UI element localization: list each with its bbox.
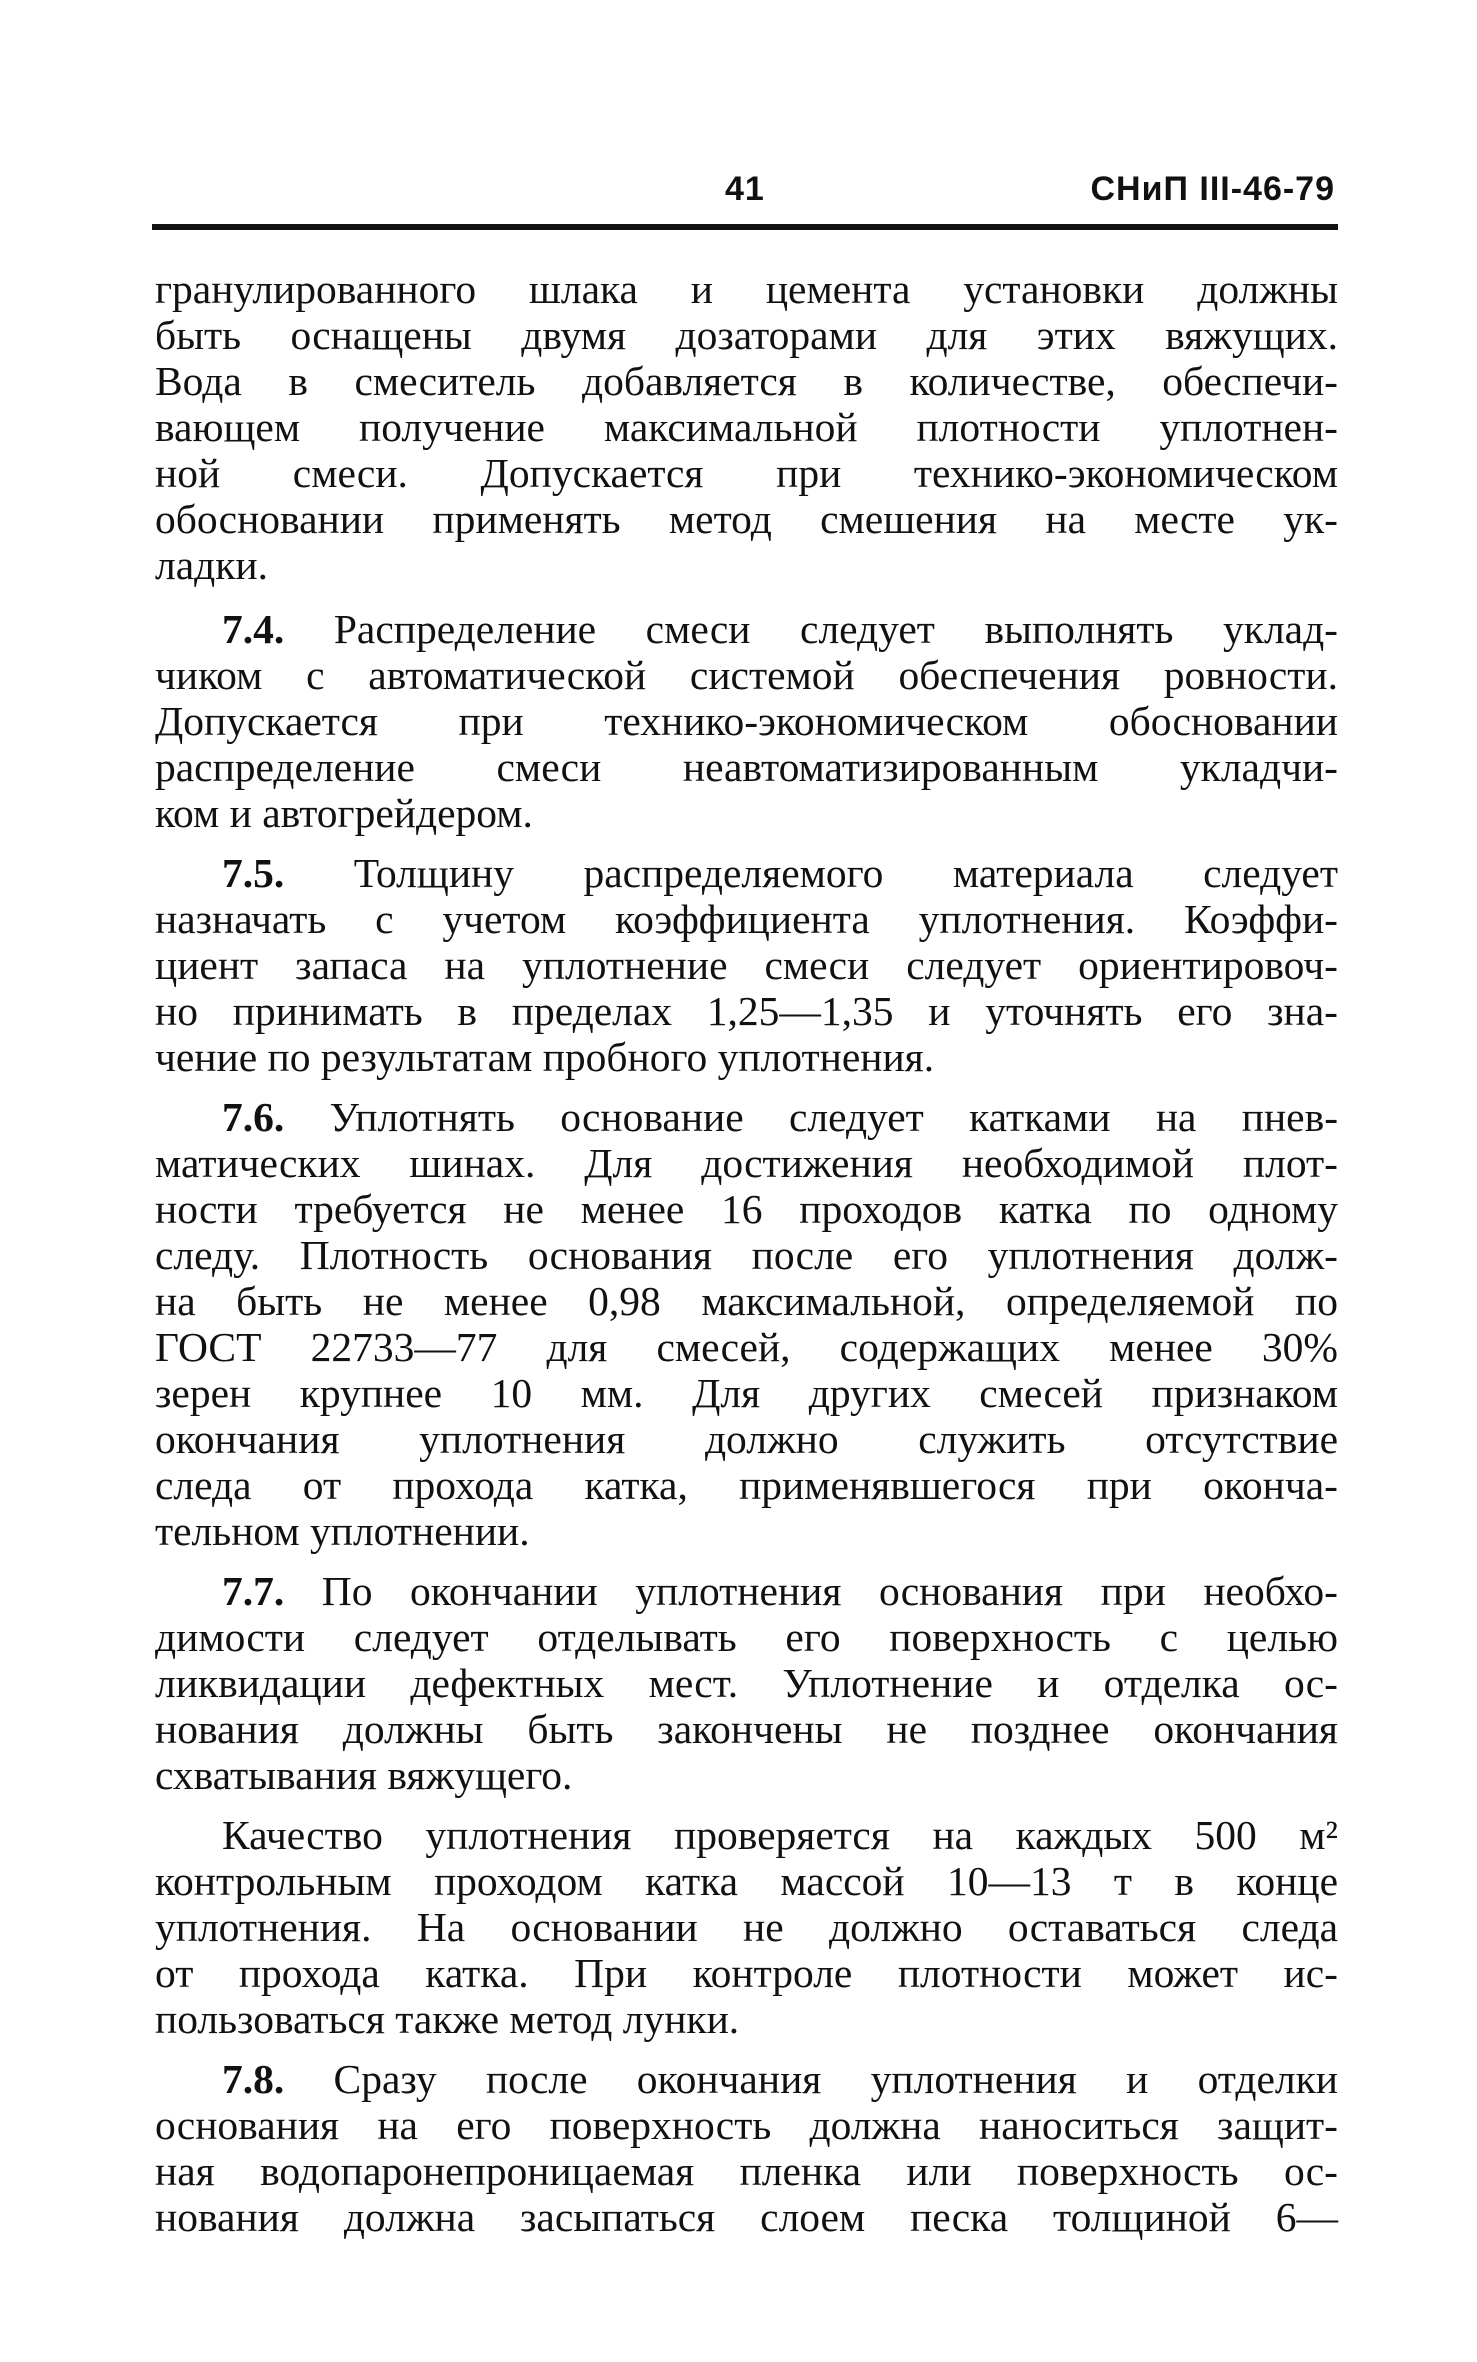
clause-7-7 [155,1568,1338,1798]
page-body [155,266,1338,2254]
text-line: Допускается при технико-экономическом обосновании [155,698,1338,744]
text-line: следу. Плотность основания после его уплотнения долж- [155,1232,1338,1278]
text-line-body: Распределение смеси следует выполнять уклад- [333,606,1339,652]
text-line: чение по результатам пробного уплотнения. [155,1034,935,1080]
text-line: циент запаса на уплотнение смеси следует ориентировоч- [155,942,1338,988]
text-line: Вода в смеситель добавляется в количестве, обеспечи- [155,358,1338,404]
paragraph-quality-check [155,1812,1338,2042]
text-line: быть оснащены двумя дозаторами для этих вяжущих. [155,312,1338,358]
clause-7-5 [155,850,1338,1080]
paragraph-continuation [155,266,1338,588]
clause-number: 7.8. [222,2056,285,2102]
page-header [155,170,1335,230]
clause-number: 7.5. [222,850,285,896]
header-divider [152,224,1338,230]
text-line: Качество уплотнения проверяется на каждых 500 м² [222,1812,1338,1858]
text-line: нования должна засыпаться слоем песка толщиной 6— [155,2194,1338,2240]
text-line-body: Толщину распределяемого материала следует [353,850,1338,896]
text-line: нования должны быть закончены не позднее окончания [155,1706,1338,1752]
text-line: контрольным проходом катка массой 10—13 т в конце [155,1858,1338,1904]
text-line [155,1568,1338,1614]
clause-number: 7.6. [222,1094,285,1140]
text-line: окончания уплотнения должно служить отсутствие [155,1416,1338,1462]
text-line-body: Уплотнять основание следует катками на пнев- [329,1094,1339,1140]
text-line: пользоваться также метод лунки. [155,1996,740,2042]
text-line: распределение смеси неавтоматизированным укладчи- [155,744,1338,790]
text-line: уплотнения. На основании не должно оставаться следа [155,1904,1338,1950]
text-line: ная водопаронепроницаемая пленка или поверхность ос- [155,2148,1338,2194]
text-line [155,1094,1338,1140]
text-line: вающем получение максимальной плотности уплотнен- [155,404,1338,450]
text-line: ликвидации дефектных мест. Уплотнение и отделка ос- [155,1660,1338,1706]
text-line: димости следует отделывать его поверхность с целью [155,1614,1338,1660]
text-line: зерен крупнее 10 мм. Для других смесей признаком [155,1370,1338,1416]
text-line: матических шинах. Для достижения необходимой плот- [155,1140,1338,1186]
text-line: гранулированного шлака и цемента установки должны [155,266,1338,312]
text-line: тельном уплотнении. [155,1508,530,1554]
text-line-body: По окончании уплотнения основания при необхо- [321,1568,1338,1614]
text-line: основания на его поверхность должна наноситься защит- [155,2102,1338,2148]
text-line: назначать с учетом коэффициента уплотнения. Коэффи- [155,896,1338,942]
text-line: чиком с автоматической системой обеспечения ровности. [155,652,1338,698]
page-number: 41 [725,170,765,208]
clause-number: 7.7. [222,1568,285,1614]
text-line: ком и автогрейдером. [155,790,533,836]
text-line: следа от прохода катка, применявшегося при оконча- [155,1462,1338,1508]
text-line [155,606,1338,652]
text-line: но принимать в пределах 1,25—1,35 и уточнять его зна- [155,988,1338,1034]
text-line: ности требуется не менее 16 проходов катка по одному [155,1186,1338,1232]
text-line: ной смеси. Допускается при технико-экономическом [155,450,1338,496]
text-line: схватывания вяжущего. [155,1752,573,1798]
text-line [155,850,1338,896]
text-line: ГОСТ 22733—77 для смесей, содержащих менее 30% [155,1324,1338,1370]
text-line: ладки. [155,542,268,588]
text-line [155,2056,1338,2102]
clause-7-6 [155,1094,1338,1554]
text-line: от прохода катка. При контроле плотности может ис- [155,1950,1338,1996]
text-line-body: Сразу после окончания уплотнения и отделки [333,2056,1339,2102]
clause-number: 7.4. [222,606,285,652]
clause-7-8 [155,2056,1338,2240]
clause-7-4 [155,606,1338,836]
document-code: СНиП III-46-79 [1090,170,1335,208]
text-line: обосновании применять метод смешения на месте ук- [155,496,1338,542]
text-line: на быть не менее 0,98 максимальной, определяемой по [155,1278,1338,1324]
